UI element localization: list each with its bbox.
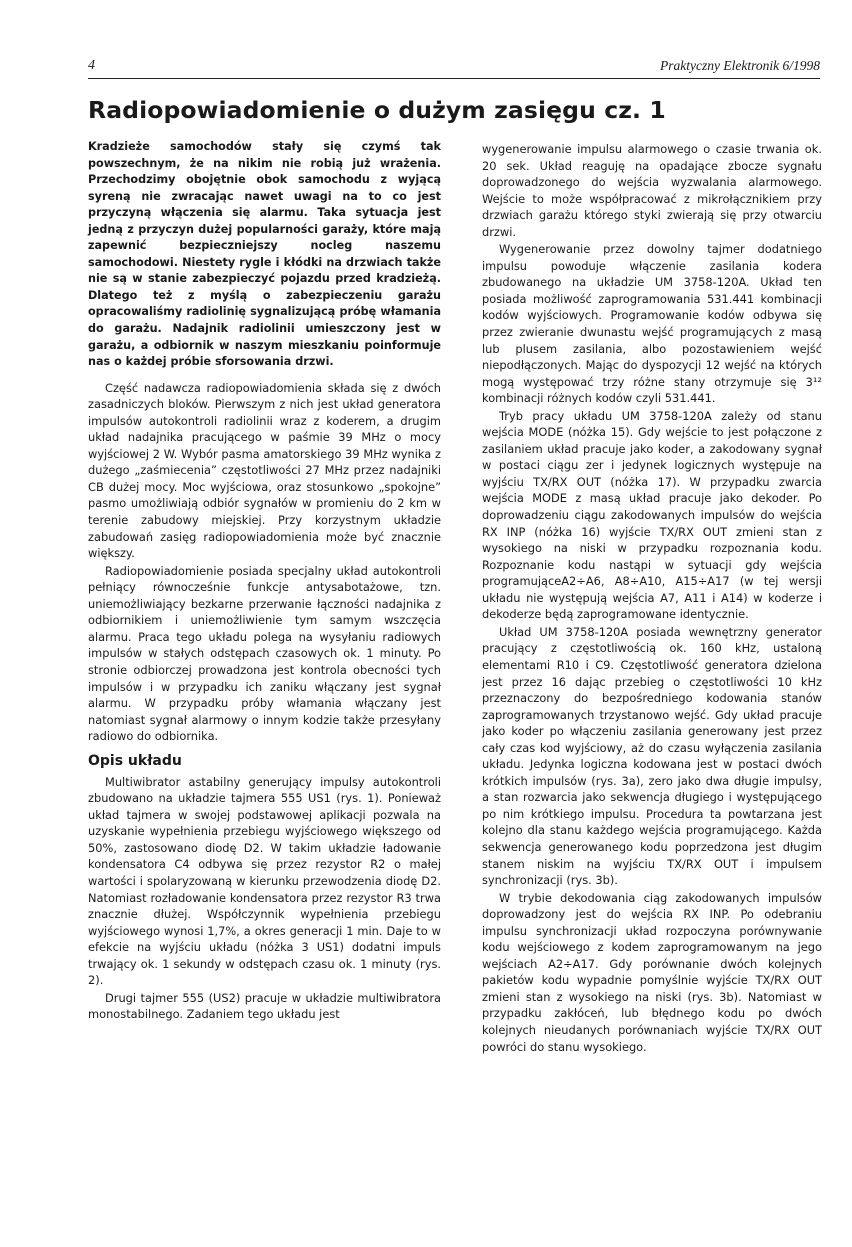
right-column [482,141,822,1055]
lead-paragraph: Kradzieże samochodów stały się czymś tak powszechnym, że na nikim nie robią już wrażenia. Przechodzimy obojętnie obok samochodu z wyjącą syreną nie zwracając nawet uwagi na to co jest przyczyną włączenia się alarmu. Taka sytuacja jest jedną z przyczyn dużej popularności garaży, które mają zapewnić bezpieczniejszy nocleg naszemu samochodowi. Niestety rygle i kłódki na drzwiach także nie są w stanie zabezpieczyć pojazdu przed kradzieżą. Dlatego też z myślą o zabezpieczeniu garażu opracowaliśmy radiolinię sygnalizującą próbę włamania do garażu. Nadajnik radiolinii umieszczony jest w garażu, a odbiornik w naszym mieszkaniu poinformuje nas o każdej próbie sforsowania drzwi. [88,140,441,369]
article-title: Radiopowiadomienie o dużym zasięgu cz. 1 [88,96,666,124]
body-paragraph: W trybie dekodowania ciąg zakodowanych impulsów doprowadzony jest do wejścia RX INP. Po odebraniu impulsu synchronizacji układ rozpoczyna porównywanie kodu wejściowego z kodem zaprogramowanym na jego wejściach A2÷A17. Gdy porównanie dwóch kolejnych pakietów kodu wypadnie pomyślnie wyjście TX/RX OUT zmieni stan z wysokiego na niski (rys. 3b). Natomiast w przypadku zakłóceń, lub błędnego kodu po dwóch kolejnych nieudanych porównaniach wyjście TX/RX OUT powróci do stanu wysokiego. [482,890,822,1054]
body-paragraph: Drugi tajmer 555 (US2) pracuje w układzie multiwibratora monostabilnego. Zadaniem tego układu jest [88,990,441,1022]
journal-title: Praktyczny Elektronik 6/1998 [660,58,820,73]
body-paragraph: Radiopowiadomienie posiada specjalny układ autokontroli pełniący równocześnie funkcje antysabotażowe, tzn. uniemożliwiający bezkarne przerwanie łączności nadajnika z odbiornikiem i uniemożliwienie tym samym wszczęcia alarmu. Praca tego układu polega na wysyłaniu radiowych impulsów w stałych odstępach czasowych ok. 1 minuty. Po stronie odbiorczej prowadzona jest kontrola obecności tych impulsów i w przypadku ich zaniku włączany jest sygnał alarmu. W przypadku próby włamania włączany jest natomiast sygnał alarmowy o innym kodzie także przesyłany radiowo do odbiornika. [88,563,441,744]
body-paragraph: Część nadawcza radiopowiadomienia składa się z dwóch zasadniczych bloków. Pierwszym z nich jest układ generatora impulsów autokontroli radiolinii wraz z koderem, a drugim układ nadajnika pracującego w paśmie 39 MHz o mocy wyjściowej 2 W. Wybór pasma amatorskiego 39 MHz wynika z dużego „zaśmiecenia” częstotliwości 27 MHz przez nadajniki CB dużej mocy. Moc wyjściowa, oraz stosunkowo „spokojne” pasmo umożliwiają odbiór sygnałów w promieniu do 2 km w terenie zabudowy miejskiej. Przy korzystnym układzie zabudowań zasięg radiopowiadomienia może być znacznie większy. [88,380,441,561]
left-column [88,139,441,1023]
body-paragraph: Multiwibrator astabilny generujący impulsy autokontroli zbudowano na układzie tajmera 555 US1 (rys. 1). Ponieważ układ tajmera w swojej podstawowej aplikacji pozwala na uzyskanie wypełnienia przebiegu wyjściowego większego od 50%, zastosowano diodę D2. W takim układzie ładowanie kondensatora C4 odbywa się przez rezystor R2 o małej wartości i spolaryzowaną w kierunku przewodzenia diodę D2. Natomiast rozładowanie kondensatora przez rezystor R3 trwa znacznie dłużej. Współczynnik wypełnienia przebiegu wyjściowego wynosi 1,7%, a okres generacji 1 min. Daje to w efekcie na wyjściu układu (nóżka 3 US1) dodatni impuls trwający ok. 1 sekundy w odstępach czasu ok. 1 minuty (rys. 2). [88,774,441,988]
section-heading: Opis układu [88,752,182,769]
page-number: 4 [88,58,95,73]
body-paragraph: Wygenerowanie przez dowolny tajmer dodatniego impulsu powoduje włączenie zasilania kodera zbudowanego na układzie UM 3758-120A. Układ ten posiada możliwość zaprogramowania 531.441 kombinacji kodów wyjściowych. Programowanie kodów odbywa się przez zwieranie dwunastu wejść programujących z masą lub plusem zasilania, albo pozostawieniem wejść niepodłączonych. Mając do dyspozycji 12 wejść na których mogą występować trzy różne stany otrzymuje się 3¹² kombinacji różnych kodów czyli 531.441. [482,242,822,406]
page-header [88,56,820,79]
body-paragraph: wygenerowanie impulsu alarmowego o czasie trwania ok. 20 sek. Układ reaguję na opadające zbocze sygnału doprowadzonego do wejścia wyzwalania alarmowego. Wejście to może współpracować z mikrołącznikiem przy drzwiach garażu którego styki zwierają się przy otwarciu drzwi. [482,142,822,239]
body-paragraph: Układ UM 3758-120A posiada wewnętrzny generator pracujący z częstotliwością ok. 160 kHz, ustaloną elementami R10 i C9. Częstotliwość generatora dzielona jest przez 16 dając przebieg o częstotliwości 10 kHz przeznaczony do bezpośredniego kodowania stanów zaprogramowanych trzystanowo wejść. Gdy układ pracuje jako koder po włączeniu zasilania generowany jest przez cały czas kod wyjściowy, aż do czasu wyłączenia zasilania układu. Jedynka logiczna kodowana jest w postaci dwóch krótkich impulsów (rys. 3a), zero jako dwa długie impulsy, a stan rozwarcia jako sekwencja długiego i występującego po nim krótkiego impulsu. Procedura ta powtarzana jest kolejno dla stanu każdego wejścia programującego. Każda sekwencja generowanego kodu poprzedzona jest długim stanem niskim na wyjściu TX/RX OUT i impulsem synchronizacji (rys. 3b). [482,624,822,888]
body-paragraph: Tryb pracy układu UM 3758-120A zależy od stanu wejścia MODE (nóżka 15). Gdy wejście to jest połączone z zasilaniem układ pracuje jako koder, a zakodowany sygnał w postaci ciągu zer i jedynek logicznych występuje na wyjściu TX/RX OUT (nóżka 17). W przypadku zwarcia wejścia MODE z masą układ pracuje jako dekoder. Po doprowadzeniu ciągu zakodowanych impulsów do wejścia RX INP (nóżka 16) wyjście TX/RX OUT zmieni stan z wysokiego na niski w przypadku rozpoznania kodu. Rozpoznanie kodu nastąpi w sytuacji gdy wejścia programująceA2÷A6, A8÷A10, A15÷A17 (w tej wersji układu nie występują wejścia A7, A11 i A14) w koderze i dekoderze będą zaprogramowane identycznie. [482,408,822,622]
